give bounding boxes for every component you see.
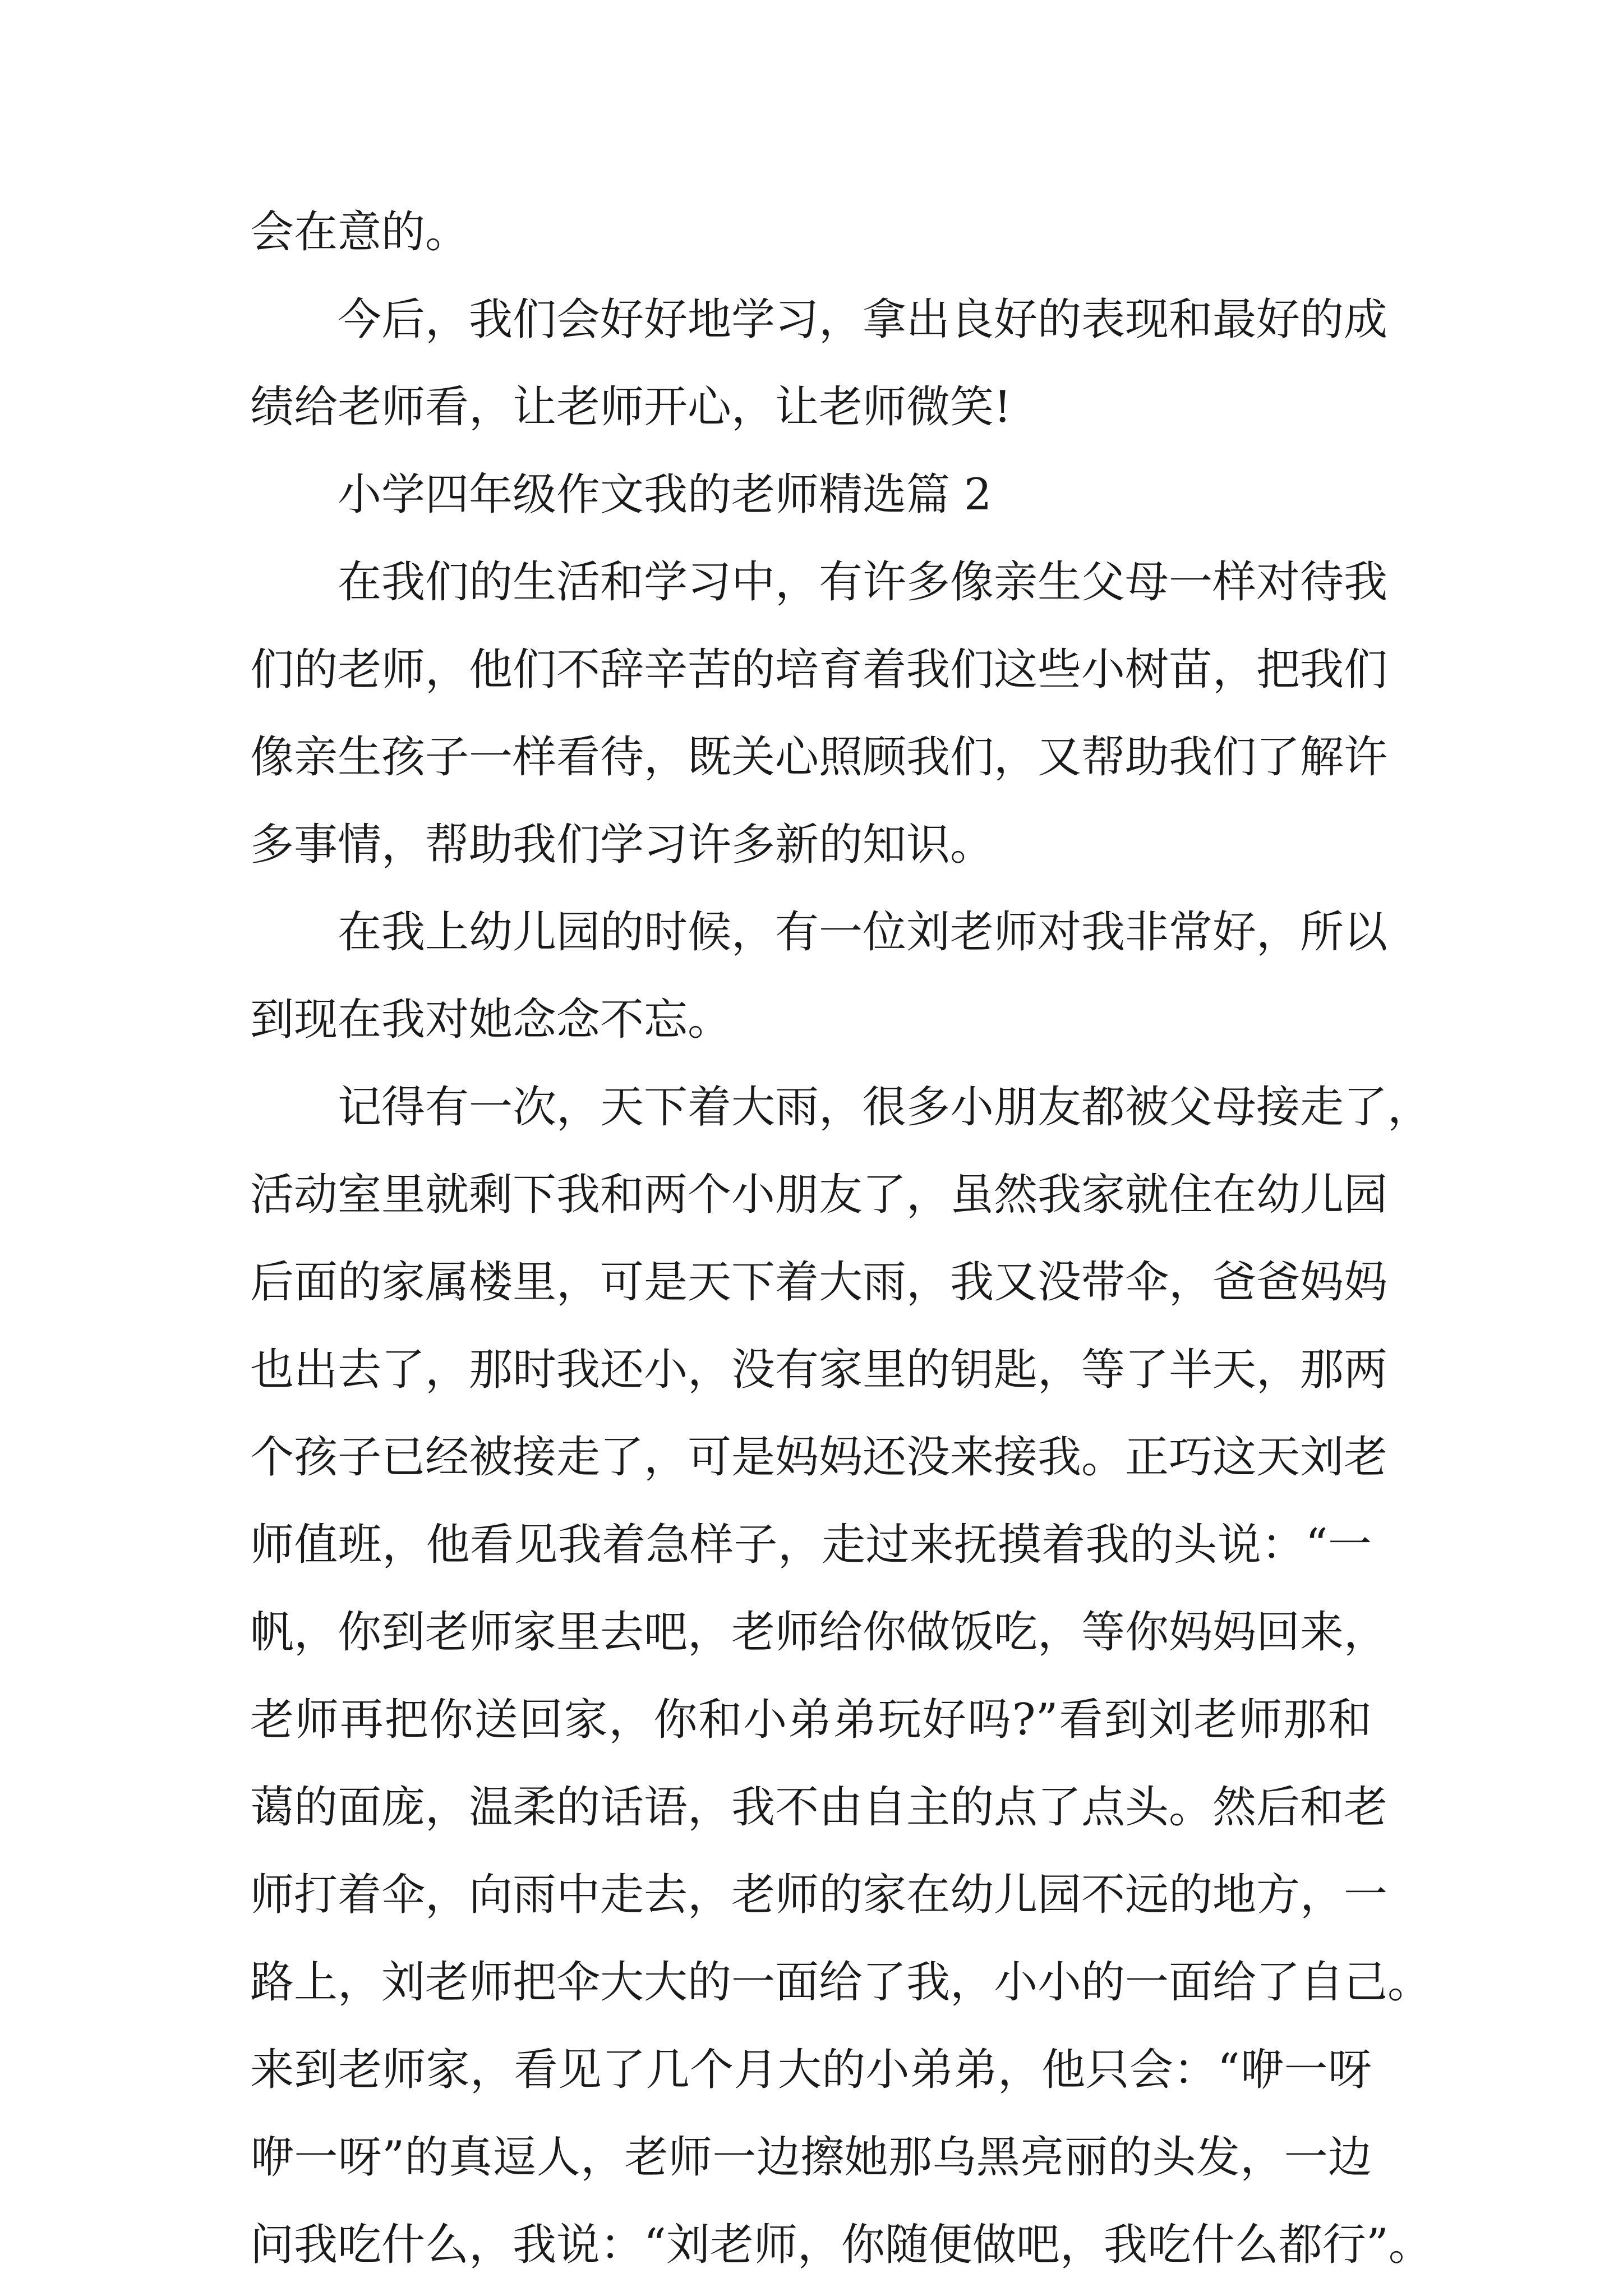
text-line: 咿一呀”的真逗人，老师一边擦她那乌黑亮丽的头发，一边: [250, 2132, 1372, 2183]
paragraph-first-line: 今后，我们会好好地学习，拿出良好的表现和最好的成: [338, 295, 1388, 345]
text-line: 绩给老师看，让老师开心，让老师微笑!: [250, 382, 1012, 432]
text-line: 蔼的面庞，温柔的话语，我不由自主的点了点头。然后和老: [250, 1782, 1388, 1833]
paragraph-first-line: 记得有一次，天下着大雨，很多小朋友都被父母接走了，: [338, 1082, 1432, 1133]
text-line: 路上，刘老师把伞大大的一面给了我，小小的一面给了自己。: [250, 1957, 1432, 2008]
text-line: 老师再把你送回家，你和小弟弟玩好吗?”看到刘老师那和: [250, 1695, 1372, 1745]
text-line: 活动室里就剩下我和两个小朋友了，虽然我家就住在幼儿园: [250, 1170, 1388, 1220]
text-line: 会在意的。: [250, 207, 469, 257]
text-line: 帆，你到老师家里去吧，老师给你做饭吃，等你妈妈回来，: [250, 1607, 1388, 1658]
text-line: 像亲生孩子一样看待，既关心照顾我们，又帮助我们了解许: [250, 732, 1388, 783]
text-line: 来到老师家，看见了几个月大的小弟弟，他只会：“咿一呀: [250, 2045, 1372, 2095]
text-line: 问我吃什么，我说：“刘老师，你随便做吧，我吃什么都行”。: [250, 2220, 1432, 2270]
text-line: 多事情，帮助我们学习许多新的知识。: [250, 820, 994, 870]
text-line: 个孩子已经被接走了，可是妈妈还没来接我。正巧这天刘老: [250, 1432, 1388, 1483]
text-line: 到现在我对她念念不忘。: [250, 995, 732, 1045]
text-line: 后面的家属楼里，可是天下着大雨，我又没带伞，爸爸妈妈: [250, 1257, 1388, 1308]
paragraph-first-line: 在我们的生活和学习中，有许多像亲生父母一样对待我: [338, 557, 1388, 608]
section-heading: 小学四年级作文我的老师精选篇 2: [338, 470, 992, 520]
paragraph-first-line: 在我上幼儿园的时候，有一位刘老师对我非常好，所以: [338, 907, 1388, 958]
text-line: 师打着伞，向雨中走去，老师的家在幼儿园不远的地方，一: [250, 1870, 1388, 1920]
text-line: 师值班，他看见我着急样子，走过来抚摸着我的头说：“一: [250, 1520, 1372, 1570]
text-line: 们的老师，他们不辞辛苦的培育着我们这些小树苗，把我们: [250, 645, 1388, 695]
text-line: 也出去了，那时我还小，没有家里的钥匙，等了半天，那两: [250, 1345, 1388, 1395]
